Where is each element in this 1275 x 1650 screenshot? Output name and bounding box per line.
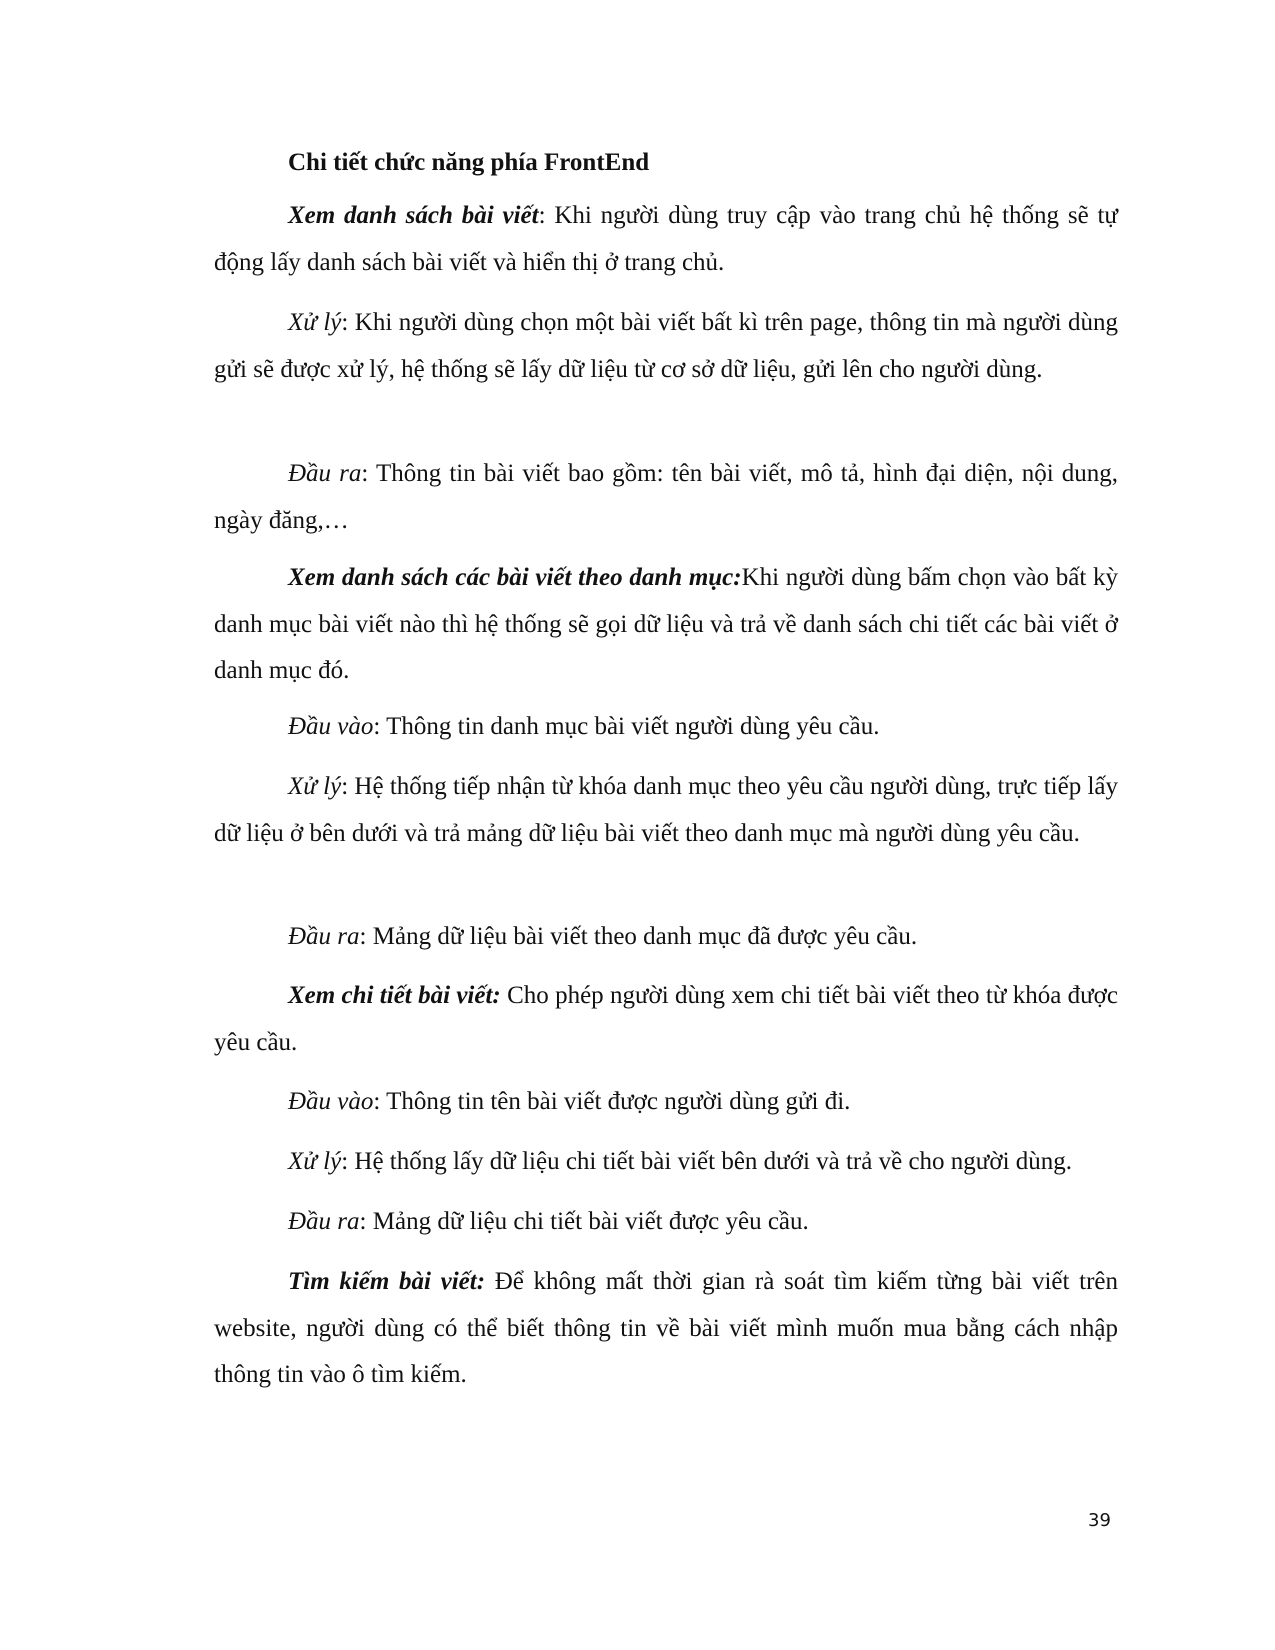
paragraph-label: Xem chi tiết bài viết: [288,982,501,1009]
paragraph-output-2 [214,914,1118,961]
paragraph-label: Xem danh sách bài viết [288,202,539,229]
paragraph-output-3 [214,1199,1118,1246]
paragraph-label: Xử lý [288,1148,342,1175]
paragraph-text: : Khi người dùng chọn một bài viết bất kì trên page, thông tin mà người dùng gửi sẽ được xử lý, hệ thống sẽ lấy dữ liệu từ cơ sở dữ liệu, gửi lên cho người dùng. [214,309,1118,383]
paragraph-text: Để không mất thời gian rà soát tìm kiếm từng bài viết trên website, người dùng có thể biết thông tin về bài viết mình muốn mua bằng cách nhập thông tin vào ô tìm kiếm. [214,1268,1118,1388]
paragraph-label: Đầu vào [288,713,374,740]
paragraph-view-by-category [214,555,1118,695]
section-heading: Chi tiết chức năng phía FrontEnd [288,149,650,176]
paragraph-view-post-detail [214,973,1118,1066]
paragraph-label: Xử lý [288,309,342,336]
paragraph-label: Tìm kiếm bài viết: [288,1268,486,1295]
paragraph-view-post-list [214,193,1118,286]
paragraph-text: : Thông tin danh mục bài viết người dùng yêu cầu. [373,713,880,740]
paragraph-text: : Thông tin tên bài viết được người dùng gửi đi. [373,1088,851,1115]
paragraph-text: Khi người dùng bấm chọn vào bất kỳ danh mục bài viết nào thì hệ thống sẽ gọi dữ liệu và trả về danh sách chi tiết các bài viết ở danh mục đó. [214,564,1119,684]
paragraph-label: Đầu vào [288,1088,374,1115]
paragraph-text: : Khi người dùng truy cập vào trang chủ hệ thống sẽ tự động lấy danh sách bài viết và hiển thị ở trang chủ. [214,202,1118,276]
paragraph-processing-2 [214,764,1118,857]
paragraph-text: Cho phép người dùng xem chi tiết bài viết theo từ khóa được yêu cầu. [214,982,1118,1056]
paragraph-label: Xem danh sách các bài viết theo danh mục: [288,564,742,591]
paragraph-text: : Thông tin bài viết bao gồm: tên bài viết, mô tả, hình đại diện, nội dung, ngày đăng,… [214,460,1118,534]
paragraph-label: Đầu ra [288,1208,360,1235]
paragraph-processing-1 [214,300,1118,393]
paragraph-text: : Hệ thống tiếp nhận từ khóa danh mục theo yêu cầu người dùng, trực tiếp lấy dữ liệu ở bên dưới và trả mảng dữ liệu bài viết theo danh mục mà người dùng yêu cầu. [214,773,1118,847]
paragraph-label: Xử lý [288,773,342,800]
paragraph-label: Đầu ra [288,460,362,487]
paragraph-input-1 [214,704,1118,751]
paragraph-output-1 [214,451,1118,544]
paragraph-text: : Mảng dữ liệu chi tiết bài viết được yêu cầu. [359,1208,809,1235]
paragraph-label: Đầu ra [288,923,360,950]
paragraph-input-2 [214,1079,1118,1126]
page-number: 39 [1088,1510,1111,1531]
paragraph-processing-3 [214,1139,1118,1186]
paragraph-text: : Hệ thống lấy dữ liệu chi tiết bài viết bên dưới và trả về cho người dùng. [341,1148,1073,1175]
paragraph-search-posts [214,1259,1118,1399]
paragraph-text: : Mảng dữ liệu bài viết theo danh mục đã được yêu cầu. [359,923,918,950]
